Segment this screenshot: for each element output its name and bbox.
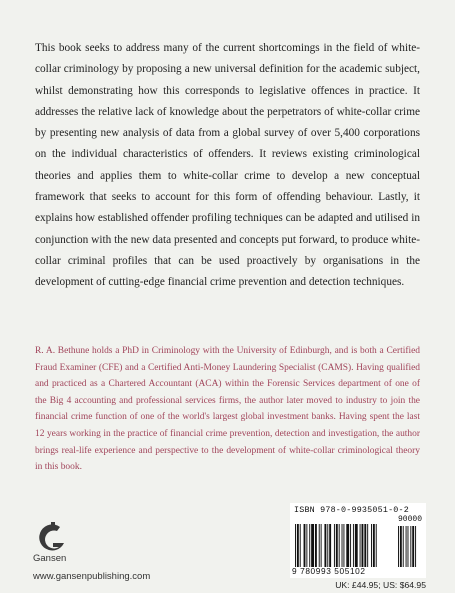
book-description: This book seeks to address many of the current shortcomings in the field of white-collar criminology by proposing a new universal definition for the academic subject, whilst demonstrating how this corresponds to legislative offences in practice. It addresses the relative lack of knowledge about the perpetrators of white-collar crime by presenting new analysis of data from a global survey of over 5,400 corporations on the individual characteristics of offenders. It reviews existing criminological theories and applies them to white-collar crime to develop a new conceptual framework that seeks to account for this form of offending behaviour. Lastly, it explains how established offender profiling techniques can be adapted and utilised in conjunction with the new data presented and concepts put forward, to produce white-collar criminal profiles that can be used proactively by organisations in the development of cutting-edge financial crime prevention and detection techniques. — [35, 42, 420, 289]
price-code-addon: 90000 — [397, 515, 422, 524]
barcode-bars — [294, 524, 422, 567]
author-biography: R. A. Bethune holds a PhD in Criminology with the University of Edinburgh, and is both a Certified Fraud Examiner (CFE) and a Certified Anti-Money Laundering Specialist (CAMS). Having qualified and practiced as a Chartered Accountant (ACA) within the Forensic Services department of one of the Big 4 accounting and professional services firms, the author later moved to industry to join the financial crime function of one of the world's largest global investment banks. Having spent the last 12 years working in the practice of financial crime prevention, detection and investigation, the author brings real-life experience and perspective to the development of white-collar criminological theory in this book. — [35, 346, 420, 473]
retail-price: UK: £44.95; US: $64.95 — [335, 580, 426, 590]
ean-digits: 9 780993 505102 — [292, 566, 366, 576]
barcode-panel — [290, 503, 426, 578]
publisher-name: Gansen — [33, 553, 67, 564]
isbn-text: ISBN 978-0-9935051-0-2 — [294, 505, 409, 515]
publisher-website: www.gansenpublishing.com — [33, 571, 151, 582]
